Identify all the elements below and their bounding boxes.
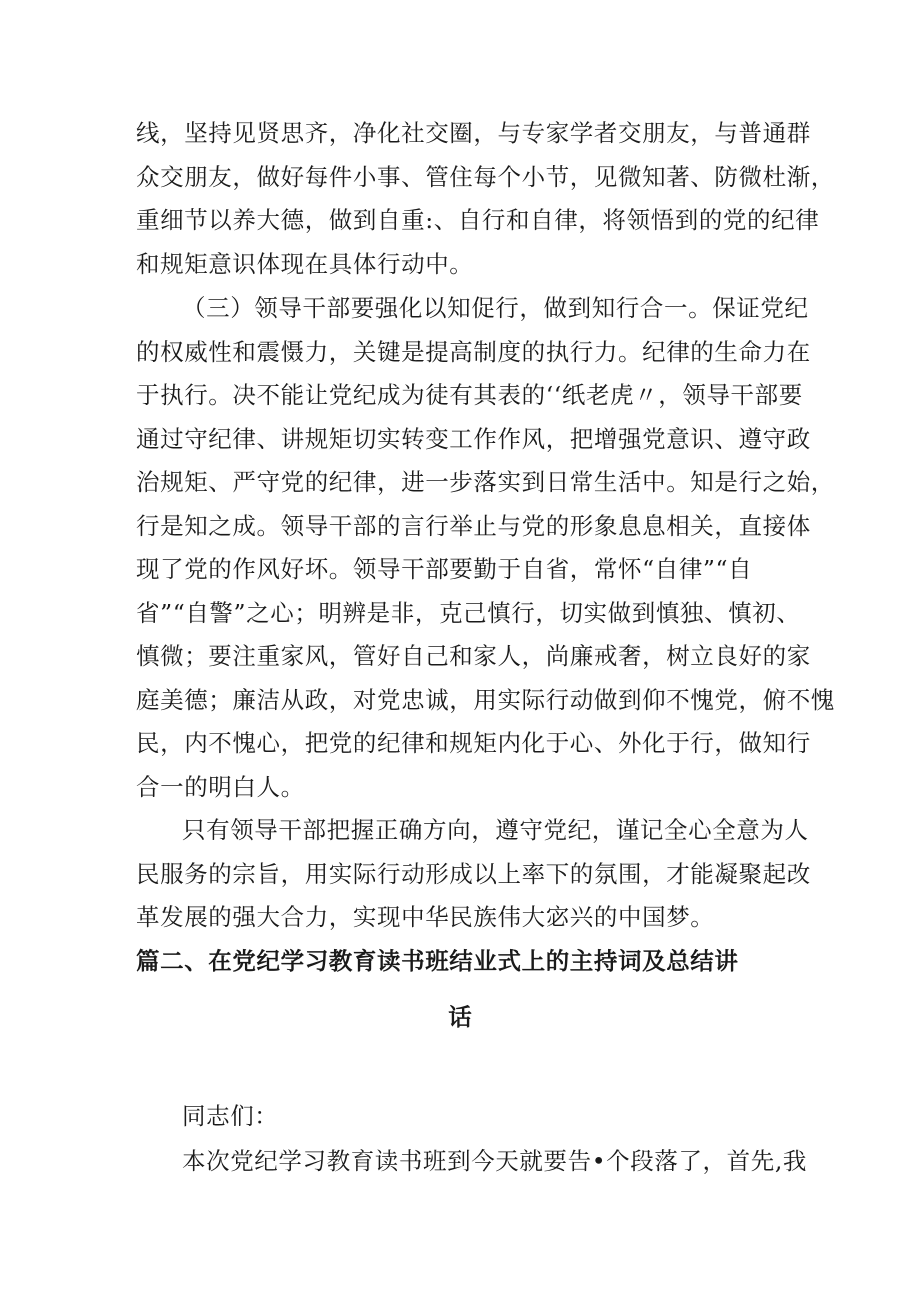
paragraph-line: 众交朋友，做好每件小事、管住每个小节，见微知著、防微杜渐，: [136, 163, 835, 191]
paragraph-line: 现了党的作风好坏。领导干部要勤于自省，常怀“自律”“自: [136, 555, 753, 583]
paragraph-line: 于执行。决不能让党纪成为徒有其表的‘‘纸老虎〃，领导干部要: [136, 381, 803, 409]
paragraph-line: （三）领导干部要强化以知促行，做到知行合一。保证党纪: [182, 294, 809, 322]
paragraph-line: 的权威性和震慑力，关键是提高制度的执行力。纪律的生命力在: [136, 338, 811, 366]
paragraph-line: 省”“自警”之心；明辨是非，克己慎行，切实做到慎独、慎初、: [136, 599, 801, 627]
section-heading-continuation: 话: [448, 1003, 472, 1031]
paragraph-line: 庭美德；廉洁从政，对党忠诚，用实际行动做到仰不愧党，俯不愧: [136, 686, 835, 714]
paragraph-line: 通过守纪律、讲规矩切实转变工作作风，把增强党意识、遵守政: [136, 425, 811, 453]
paragraph-line: 线，坚持见贤思齐，净化社交圈，与专家学者交朋友，与普通群: [136, 119, 811, 147]
paragraph-line: 只有领导干部把握正确方向，遵守党纪，谨记全心全意为人: [182, 816, 809, 844]
paragraph-line: 革发展的强大合力，实现中华民族伟大宓兴的中国梦。: [136, 903, 715, 931]
paragraph-line: 治规矩、严守党的纪律，进一步落实到日常生活中。知是行之始，: [136, 468, 835, 496]
paragraph-line: 和规矩意识体现在具体行动中。: [136, 250, 474, 278]
salutation: 同志们：: [182, 1102, 279, 1130]
paragraph-line: 本次党纪学习教育读书班到今天就要告•个段落了，首先,我: [182, 1147, 808, 1175]
paragraph-line: 合一的明白人。: [136, 773, 305, 801]
paragraph-line: 重细节以养大德，做到自重:、自行和自律，将领悟到的党的纪律: [136, 206, 820, 234]
paragraph-line: 慎微；要注重家风，管好自己和家人，尚廉戒奢，树立良好的家: [136, 642, 811, 670]
paragraph-line: 行是知之成。领导干部的言行举止与党的形象息息相关，直接体: [136, 512, 811, 540]
paragraph-line: 民服务的宗旨，用实际行动形成以上率下的氛围，才能凝聚起改: [136, 860, 811, 888]
paragraph-line: 民，内不愧心，把党的纪律和规矩内化于心、外化于行，做知行: [136, 729, 811, 757]
section-heading: 篇二、在党纪学习教育读书班结业式上的主持词及总结讲: [136, 947, 739, 975]
